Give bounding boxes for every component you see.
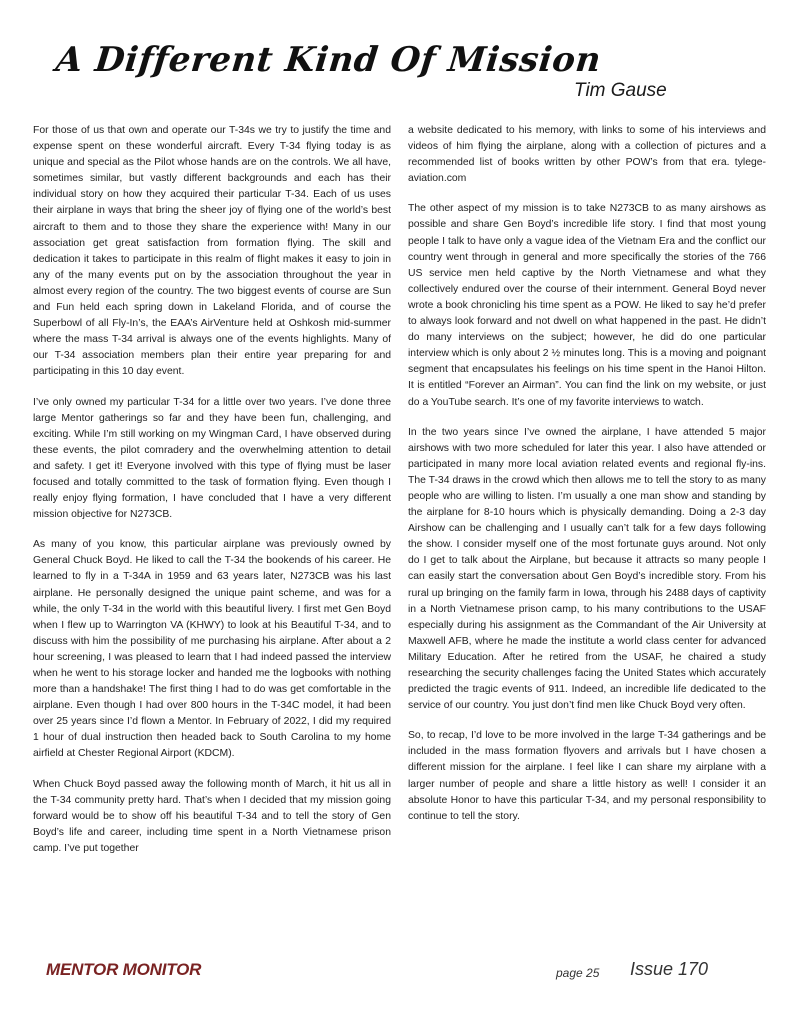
article-title: A Different Kind Of Mission — [53, 40, 603, 80]
article-right-column — [408, 123, 766, 839]
page-number: page 25 — [556, 966, 600, 980]
paragraph: The other aspect of my mission is to take N273CB to as many airshows as possible and share Gen Boyd’s incredible life story. I find that most young people I talk to have only a vague idea of the Vietnam Era and the conflict our country went through in general and more specifically the stories of the 766 US service men held captive by the North Vietnamese and what they collectively endured over the course of their internment. General Boyd never wrote a book chronicling his time spent as a POW. He liked to say he’d prefer to always look forward and not dwell on what happened in the past. He didn’t do many interviews on the subject; however, he did do one particular interview which is only about 2 ½ minutes long. This is a moving and poignant segment that encapsulates his feelings on his time spent in the Hanoi Hilton. It is entitled “Forever an Airman”. You can find the link on my website, or just do a YouTube search. It’s one of my favorite interviews to watch. — [408, 203, 766, 408]
article-left-column — [33, 123, 391, 871]
article-author: Tim Gause — [574, 80, 667, 101]
paragraph: I’ve only owned my particular T-34 for a little over two years. I’ve done three large Mentor gatherings so far and they have been fun, challenging, and exciting. While I’m still working on my Wingman Card, I have observed during these events, the pilot comradery and the overwhelming attention to detail and safety. I get it! Everyone involved with this type of flying must be laser focused and totally committed to the task of formation flying. Even though I really enjoy flying formation, I have concluded that I have a very different mission objective for N273CB. — [33, 396, 391, 521]
paragraph: a website dedicated to his memory, with links to some of his interviews and videos of him flying the airplane, along with a collection of pictures and a recommended list of books written by other POW’s from that era. tylege-aviation.com — [408, 125, 766, 185]
paragraph: In the two years since I’ve owned the airplane, I have attended 5 major airshows with two more scheduled for later this year. I also have attended or participated in many more local aviation related events and regional fly-ins. The T-34 draws in the crowd which then allows me to tell the story to as many people who are willing to listen. I’m usually a one man show and standing by the airplane for 8-10 hours which is physically demanding. Doing a 2-3 day Airshow can be challenging and I usually can’t talk for a few days following the show. I consider myself one of the most fortunate guys around. Not only do I get to talk about the Airplane, but because it attracts so many people I can easily start the conversation about Gen Boyd’s incredible story. From his rural up bringing on the family farm in Iowa, through his 2488 days of captivity in a North Vietnamese prison camp, to his many contributions to the USAF especially during his assignment as the Commandant of the Air University at Maxwell AFB, where he made the institute a world class center for advanced Military Education. After he retired from the USAF, he chaired a study researching the security challenges facing the United States which accurately predicted the tragic events of 911. Indeed, an incredible life dedicated to the service of our country. You just don’t find men like Chuck Boyd very often. — [408, 426, 766, 712]
paragraph: For those of us that own and operate our T-34s we try to justify the time and expense spent on these wonderful aircraft. Every T-34 flying today is as unique and special as the Pilot whose hands are on the controls. We all have, sometimes similar, but vastly different backgrounds and each has their individual story on how they acquired their particular T-34. Each of us uses their airplane in ways that bring the sheer joy of flying one of the world’s best aircraft to them and to those they share the experience with! Many in our association get great satisfaction from formation flying. The skill and dedication it takes to participate in this realm of flight makes it easy to join in any of the many events put on by the association throughout the year in almost every region of the country. The two biggest events of course are Sun and Fun held each spring down in Lakeland Florida, and of course the Superbowl of all Fly-In’s, the EAA’s AirVenture held at Oshkosh mid-summer where the mass T-34 arrival is always one of the events highlights. Many of our T-34 association members plan their entire year preparing for and participating in this 10 day event. — [33, 125, 391, 378]
paragraph: As many of you know, this particular airplane was previously owned by General Chuck Boyd. He liked to call the T-34 the bookends of his career. He learned to fly in a T-34A in 1959 and 63 years later, N273CB was his last airplane. He personally designed the unique paint scheme, and was for a while, the only T-34 in the world with this beautiful livery. I first met Gen Boyd when I flew up to Warrington VA (KHWY) to look at his Beautiful T-34, and to discuss with him the possibility of me purchasing his airplane. After about a 2 hour screening, I was pleased to learn that I had indeed passed the interview when he went to his storage locker and handed me the logbooks with nothing more than a handshake! The first thing I had to do was get comfortable in the airplane. Even though I had over 800 hours in the T-34C model, it had been over 25 years since I’d flown a Mentor. In February of 2022, I did my required 1 hour of dual instruction then headed back to South Carolina to my home airfield at Chester Regional Airport (KDCM). — [33, 539, 391, 760]
publication-name: MENTOR MONITOR — [46, 960, 202, 979]
paragraph: So, to recap, I’d love to be more involved in the large T-34 gatherings and be included in the mass formation flyovers and arrivals but I have chosen a different mission for the airplane. I feel like I can share my airplane with a larger number of people and share a little history as well! I consider it an absolute Honor to have this particular T-34, and my personal responsibility to continue to tell the story. — [408, 730, 766, 822]
issue-number: Issue 170 — [630, 959, 709, 979]
paragraph: When Chuck Boyd passed away the following month of March, it hit us all in the T-34 community pretty hard. That’s when I decided that my mission going forward would be to show off his beautiful T-34 and to tell the story of Gen Boyd’s life and career, including time spent in a North Vietnamese prison camp. I’ve put together — [33, 778, 391, 854]
